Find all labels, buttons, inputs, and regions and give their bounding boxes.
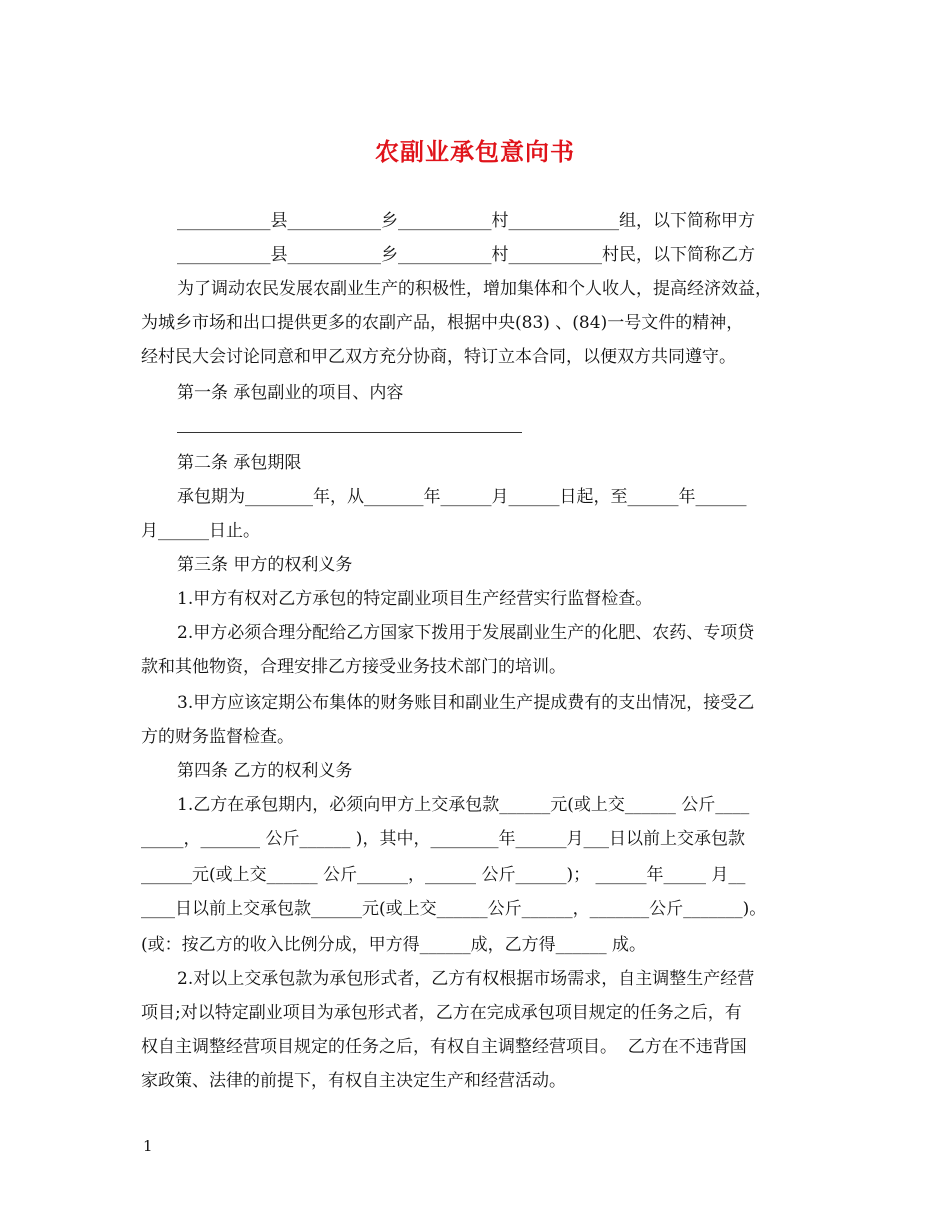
blank-rule	[177, 432, 522, 433]
article-1-heading: 第一条 承包副业的项目、内容	[177, 383, 404, 403]
clause-line: _____，_______ 公斤______ )，其中，________年______月___日以前上交承包款	[141, 829, 745, 849]
page-number: 1	[143, 1137, 153, 1155]
clause-line: 款和其他物资，合理安排乙方接受业务技术部门的培训。	[141, 657, 566, 677]
clause-line: 2.对以上交承包款为承包形式者，乙方有权根据市场需求，自主调整生产经营	[177, 969, 755, 989]
preamble-line: 为了调动农民发展农副业生产的积极性，增加集体和个人收人，提高经济效益，	[177, 279, 772, 299]
party-a-line: ___________县___________乡___________村_____________组，以下简称甲方	[177, 211, 755, 231]
clause-line: ____日以前上交承包款______元(或上交______公斤______，_______公斤_______)。	[141, 899, 767, 919]
term-line: 承包期为________年，从_______年______月______日起，至______年______	[177, 487, 747, 507]
preamble-line: 为城乡市场和出口提供更多的农副产品，根据中央(83) 、(84)一号文件的精神，	[141, 313, 744, 333]
clause-line: 3.甲方应该定期公布集体的财务账目和副业生产提成费有的支出情况，接受乙	[177, 693, 755, 713]
clause-line: 权自主调整经营项目规定的任务之后，有权自主调整经营项目。 乙方在不违背国	[141, 1037, 747, 1057]
clause-line: 2.甲方必须合理分配给乙方国家下拨用于发展副业生产的化肥、农药、专项贷	[177, 623, 755, 643]
clause-line: 1.乙方在承包期内，必须向甲方上交承包款______元(或上交______ 公斤____	[177, 795, 750, 815]
clause-line: 方的财务监督检查。	[141, 727, 294, 747]
article-4-heading: 第四条 乙方的权利义务	[177, 761, 353, 781]
article-3-heading: 第三条 甲方的权利义务	[177, 555, 353, 575]
preamble-line: 经村民大会讨论同意和甲乙双方充分协商，特订立本合同，以便双方共同遵守。	[141, 347, 736, 367]
document-title: 农副业承包意向书	[375, 137, 575, 166]
clause-line: 家政策、法律的前提下，有权自主决定生产和经营活动。	[141, 1071, 566, 1091]
clause-line: (或：按乙方的收入比例分成，甲方得______成，乙方得______ 成。	[141, 935, 647, 955]
party-b-line: ___________县___________乡___________村___________村民，以下简称乙方	[177, 245, 755, 265]
term-line: 月______日止。	[141, 521, 260, 541]
clause-line: 1.甲方有权对乙方承包的特定副业项目生产经营实行监督检查。	[177, 589, 653, 609]
clause-line: ______元(或上交______ 公斤______，______ 公斤______)； ______年_____ 月__	[141, 865, 746, 885]
article-2-heading: 第二条 承包期限	[177, 453, 302, 473]
clause-line: 项目;对以特定副业项目为承包形式者，乙方在完成承包项目规定的任务之后，有	[141, 1003, 742, 1023]
